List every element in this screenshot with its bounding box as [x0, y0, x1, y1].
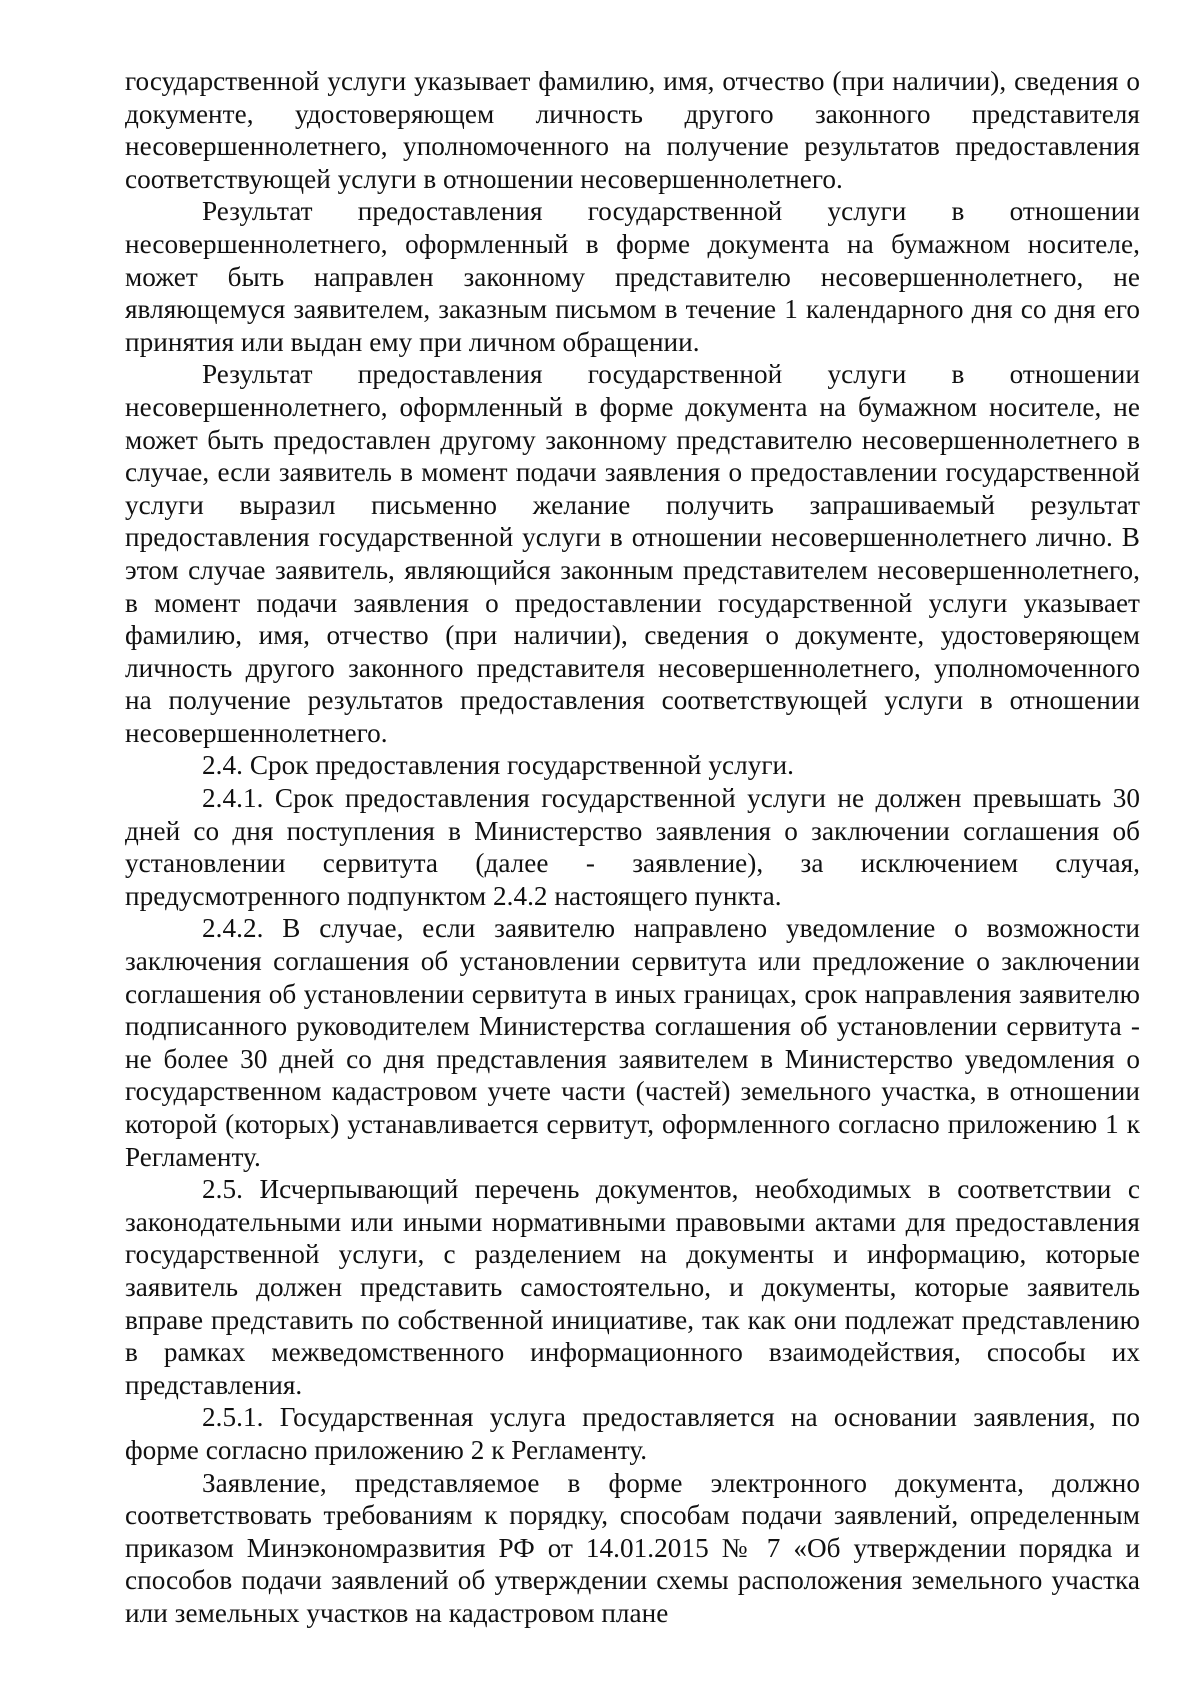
paragraph: Результат предоставления государственной услуги в отношении несовершеннолетнего, оформленный в форме документа на бумажном носителе, может быть направлен законному представителю несовершеннолетнего, не являющемуся заявителем, заказным письмом в течение 1 календарного дня со дня его принятия или выдан ему при личном обращении. — [125, 196, 1140, 357]
paragraph: государственной услуги указывает фамилию, имя, отчество (при наличии), сведения о документе, удостоверяющем личность другого законного представителя несовершеннолетнего, уполномоченного на получение результатов предоставления соответствующей услуги в отношении несовершеннолетнего. — [125, 66, 1140, 194]
paragraph: Результат предоставления государственной услуги в отношении несовершеннолетнего, оформленный в форме документа на бумажном носителе, не может быть предоставлен другому законному представителю несовершеннолетнего в случае, если заявитель в момент подачи заявления о предоставлении государственной услуги выразил письменно желание получить запрашиваемый результат предоставления государственной услуги в отношении несовершеннолетнего лично. В этом случае заявитель, являющийся законным представителем несовершеннолетнего, в момент подачи заявления о предоставлении государственной услуги указывает фамилию, имя, отчество (при наличии), сведения о документе, удостоверяющем личность другого законного представителя несовершеннолетнего, уполномоченного на получение результатов предоставления соответствующей услуги в отношении несовершеннолетнего. — [125, 359, 1140, 748]
section-heading-2-4: 2.4. Срок предоставления государственной услуги. — [202, 750, 795, 781]
paragraph: Заявление, представляемое в форме электронного документа, должно соответствовать требованиям к порядку, способам подачи заявлений, определенным приказом Минэкономразвития РФ от 14.01.2015 № 7 «Об утверждении порядка и способов подачи заявлений об утверждении схемы расположения земельного участка или земельных участков на кадастровом плане — [125, 1467, 1140, 1628]
paragraph: 2.5. Исчерпывающий перечень документов, необходимых в соответствии с законодательными или иными нормативными правовыми актами для предоставления государственной услуги, с разделением на документы и информацию, которые заявитель должен представить самостоятельно, и документы, которые заявитель вправе представить по собственной инициативе, так как они подлежат представлению в рамках межведомственного информационного взаимодействия, способы их представления. — [125, 1174, 1140, 1400]
document-body — [125, 65, 1140, 1630]
paragraph: 2.5.1. Государственная услуга предоставляется на основании заявления, по форме согласно приложению 2 к Регламенту. — [125, 1402, 1140, 1465]
paragraph: 2.4.1. Срок предоставления государственной услуги не должен превышать 30 дней со дня поступления в Министерство заявления о заключении соглашения об установлении сервитута (далее - заявление), за исключением случая, предусмотренного подпунктом 2.4.2 настоящего пункта. — [125, 783, 1140, 911]
paragraph: 2.4.2. В случае, если заявителю направлено уведомление о возможности заключения соглашения об установлении сервитута или предложение о заключении соглашения об установлении сервитута в иных границах, срок направления заявителю подписанного руководителем Министерства соглашения об установлении сервитута - не более 30 дней со дня представления заявителем в Министерство уведомления о государственном кадастровом учете части (частей) земельного участка, в отношении которой (которых) устанавливается сервитут, оформленного согласно приложению 1 к Регламенту. — [125, 913, 1140, 1172]
